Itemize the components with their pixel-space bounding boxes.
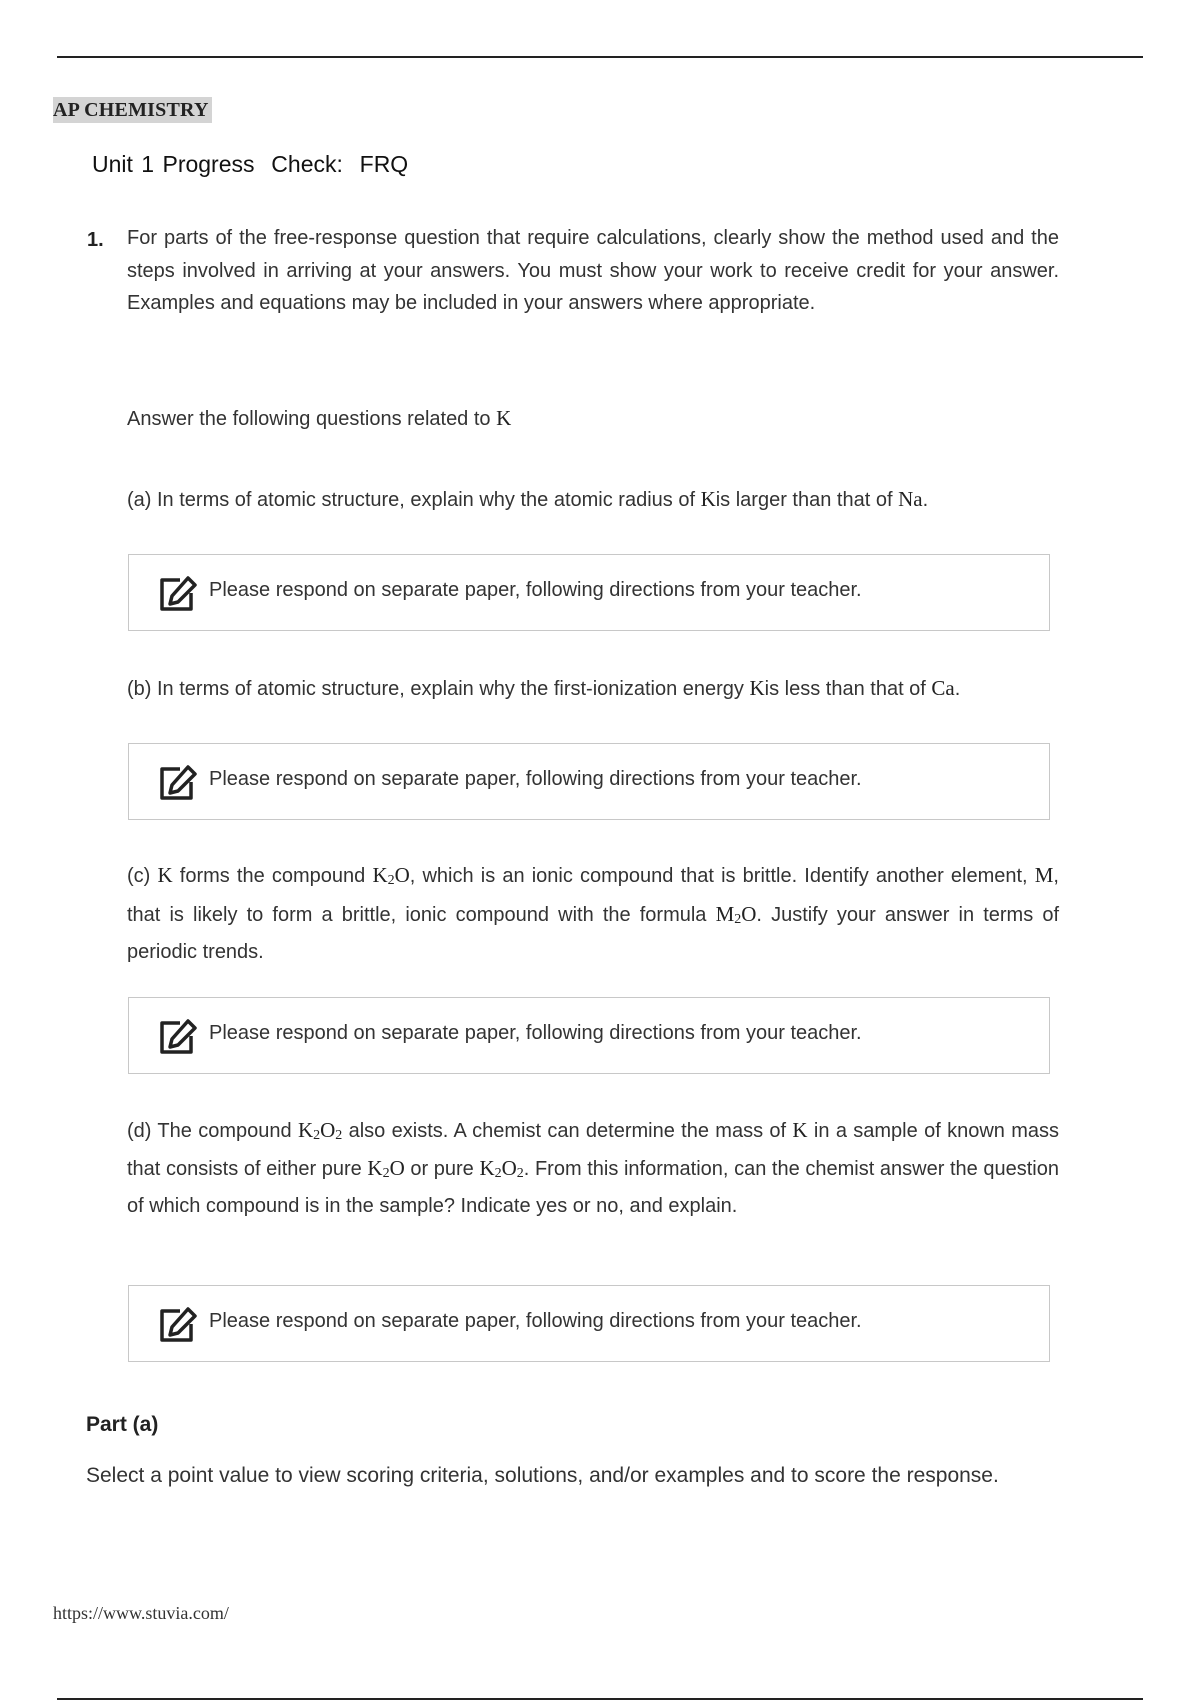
part-d-prompt: (d) The compound $K_2O_2$ also exists. A chemist can determine the mass of K in a sample of known mass that consists of either pure $K_2O$ or pure $K_2O_2$. From this information, can the chemist answer the question of which compound is in the sample? Indicate yes or no, and explain. xyxy=(127,1118,1059,1217)
response-instruction: Please respond on separate paper, following directions from your teacher. xyxy=(209,1022,862,1044)
part-b-response-box[interactable] xyxy=(128,743,1050,820)
page-title: Unit 1 Progress Check: FRQ xyxy=(92,151,409,177)
edit-pencil-icon xyxy=(158,1018,198,1056)
edit-pencil-icon xyxy=(158,575,198,613)
part-d-response-box[interactable] xyxy=(128,1285,1050,1362)
edit-pencil-icon xyxy=(158,764,198,802)
formula-k2o2: $K_2O_2$ xyxy=(297,1118,343,1143)
part-a-prompt: (a) In terms of atomic structure, explain why the atomic radius of Kis larger than that of Na. xyxy=(127,487,929,511)
question-intro: Answer the following questions related to K xyxy=(127,406,512,430)
part-c-prompt: (c) K forms the compound $K_2O$, which is an ionic compound that is brittle. Identify another element, M, that is likely to form a brittle, ionic compound with the formula $M_2O$. Justify your answer in terms of periodic trends. xyxy=(127,863,1060,963)
part-c-response-box[interactable] xyxy=(128,997,1050,1074)
scoring-part-heading: Part (a) xyxy=(86,1413,159,1436)
formula-k2o: $K_2O$ xyxy=(372,863,410,888)
formula-k2o: $K_2O$ xyxy=(367,1156,405,1181)
part-a-response-box[interactable] xyxy=(128,554,1050,631)
scoring-instructions: Select a point value to view scoring criteria, solutions, and/or examples and to score the response. xyxy=(86,1464,999,1487)
question-number: 1. xyxy=(87,229,104,251)
part-b-prompt: (b) In terms of atomic structure, explain why the first-ionization energy Kis less than that of Ca. xyxy=(127,676,961,700)
response-instruction: Please respond on separate paper, following directions from your teacher. xyxy=(209,768,862,790)
footer-url[interactable]: https://www.stuvia.com/ xyxy=(53,1603,229,1623)
chem-symbol: K xyxy=(496,406,512,430)
edit-pencil-icon xyxy=(158,1306,198,1344)
top-rule xyxy=(57,56,1143,58)
formula-m2o: $M_2O$ xyxy=(715,901,757,927)
formula-k2o2: $K_2O_2$ xyxy=(479,1156,524,1181)
question-instructions: For parts of the free-response question that require calculations, clearly show the method used and the steps involved in arriving at your answers. You must show your work to receive credit for your answer. Examples and equations may be included in your answers where appropriate. xyxy=(127,227,1059,314)
response-instruction: Please respond on separate paper, following directions from your teacher. xyxy=(209,579,862,601)
course-label: AP CHEMISTRY xyxy=(53,97,212,123)
response-instruction: Please respond on separate paper, following directions from your teacher. xyxy=(209,1310,862,1332)
